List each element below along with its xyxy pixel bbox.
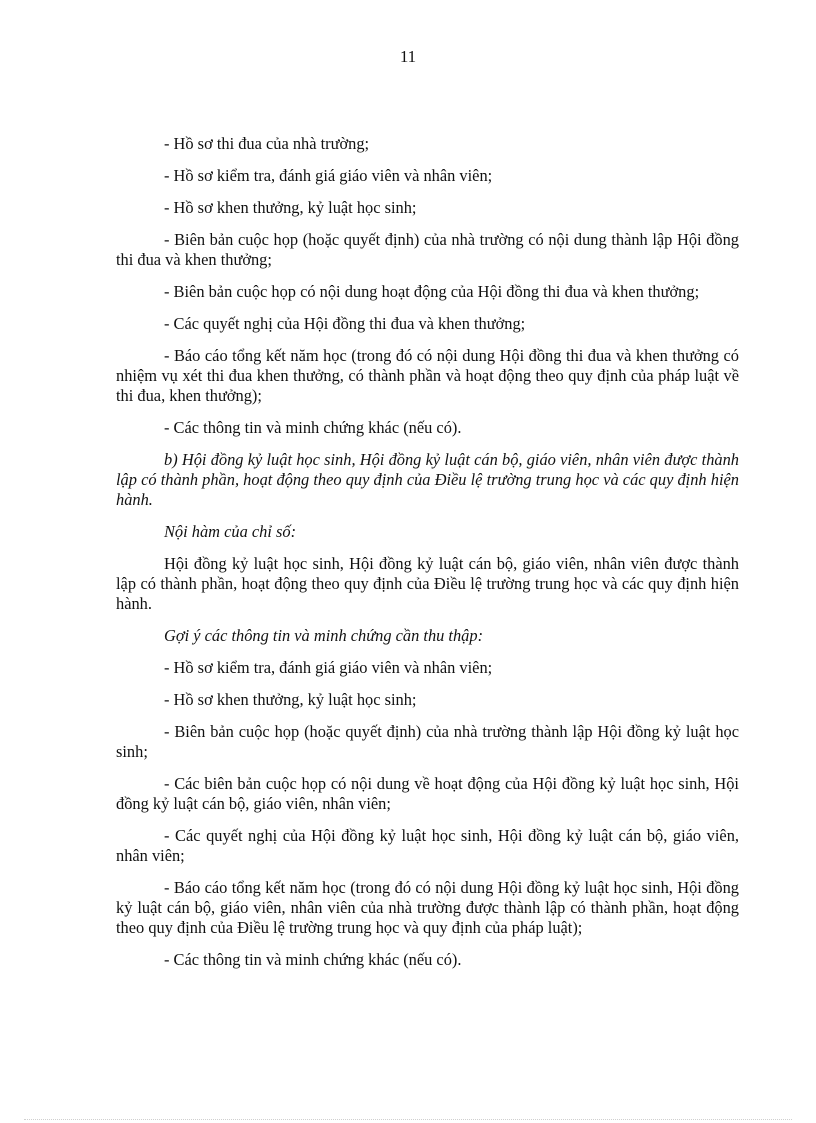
list-item-annual-report: - Báo cáo tổng kết năm học (trong đó có nội dung Hội đồng thi đua và khen thưởng có nhiệm vụ xét thi đua khen thưởng, có thành phần và hoạt động theo quy định của pháp luật về thi đua, khen thưởng);	[116, 346, 739, 405]
list-item-emulation-records: - Hồ sơ thi đua của nhà trường;	[164, 134, 370, 153]
list-item-other-evidence: - Các thông tin và minh chứng khác (nếu có).	[164, 418, 462, 437]
list-item-reward-discipline-records-2: - Hồ sơ khen thưởng, kỷ luật học sinh;	[164, 690, 417, 709]
page-bottom-divider	[24, 1119, 792, 1120]
list-item-discipline-establishment-minutes: - Biên bản cuộc họp (hoặc quyết định) của nhà trường thành lập Hội đồng kỷ luật học sinh;	[116, 722, 739, 761]
indicator-scope-heading: Nội hàm của chỉ số:	[164, 522, 297, 541]
document-body	[116, 134, 739, 982]
page-number: 11	[399, 47, 417, 66]
list-item-inspection-records: - Hồ sơ kiểm tra, đánh giá giáo viên và nhân viên;	[164, 166, 493, 185]
list-item-annual-report-2: - Báo cáo tổng kết năm học (trong đó có nội dung Hội đồng kỷ luật học sinh, Hội đồng kỷ luật cán bộ, giáo viên, nhân viên của nhà trường được thành lập có thành phần, hoạt động theo quy định của Điều lệ trường trung học và quy định của pháp luật);	[116, 878, 739, 937]
list-item-other-evidence-2: - Các thông tin và minh chứng khác (nếu có).	[164, 950, 462, 969]
list-item-reward-discipline-records: - Hồ sơ khen thưởng, kỷ luật học sinh;	[164, 198, 417, 217]
list-item-activity-minutes: - Biên bản cuộc họp có nội dung hoạt động của Hội đồng thi đua và khen thưởng;	[164, 282, 700, 301]
evidence-guide-heading: Gợi ý các thông tin và minh chứng cần thu thập:	[164, 626, 484, 645]
list-item-council-resolutions: - Các quyết nghị của Hội đồng thi đua và khen thưởng;	[164, 314, 526, 333]
list-item-discipline-resolutions: - Các quyết nghị của Hội đồng kỷ luật học sinh, Hội đồng kỷ luật cán bộ, giáo viên, nhân viên;	[116, 826, 739, 865]
list-item-inspection-records-2: - Hồ sơ kiểm tra, đánh giá giáo viên và nhân viên;	[164, 658, 493, 677]
list-item-discipline-activity-minutes: - Các biên bản cuộc họp có nội dung về hoạt động của Hội đồng kỷ luật học sinh, Hội đồng kỷ luật cán bộ, giáo viên, nhân viên;	[116, 774, 739, 813]
indicator-scope-text: Hội đồng kỷ luật học sinh, Hội đồng kỷ luật cán bộ, giáo viên, nhân viên được thành lập có thành phần, hoạt động theo quy định của Điều lệ trường trung học và các quy định hiện hành.	[116, 554, 739, 613]
list-item-establishment-minutes: - Biên bản cuộc họp (hoặc quyết định) của nhà trường có nội dung thành lập Hội đồng thi đua và khen thưởng;	[116, 230, 739, 269]
criterion-b-heading: b) Hội đồng kỷ luật học sinh, Hội đồng kỷ luật cán bộ, giáo viên, nhân viên được thành lập có thành phần, hoạt động theo quy định của Điều lệ trường trung học và các quy định hiện hành.	[116, 450, 739, 509]
